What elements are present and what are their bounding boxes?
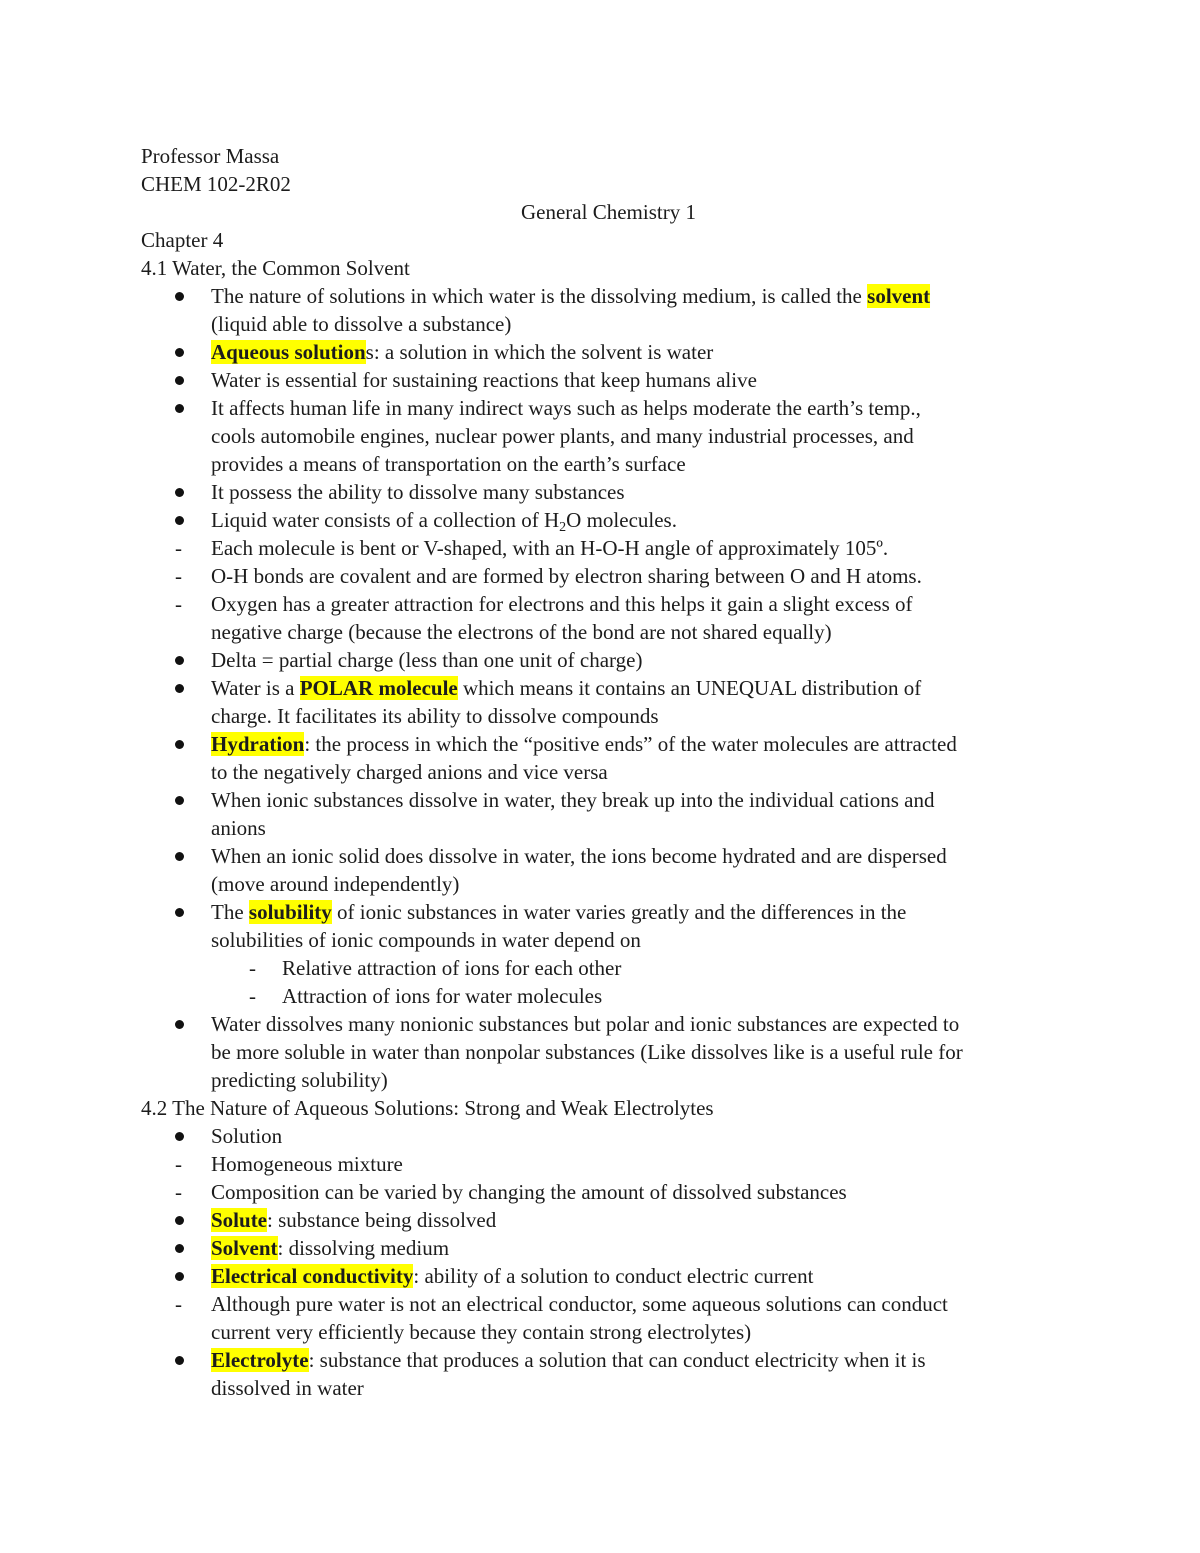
- highlight-term: solvent: [867, 284, 931, 308]
- list-item: Water dissolves many nonionic substances but polar and ionic substances are expected to: [211, 1012, 960, 1036]
- bullet-icon: [175, 908, 184, 917]
- list-item: [211, 506, 677, 534]
- highlight-term: Electrical conductivity: [211, 1264, 414, 1288]
- dash-marker: -: [175, 536, 182, 560]
- list-item-continuation: solubilities of ionic compounds in water depend on: [211, 928, 641, 952]
- list-item: It affects human life in many indirect ways such as helps moderate the earth’s temp.,: [211, 396, 921, 420]
- list-item-continuation: cools automobile engines, nuclear power plants, and many industrial processes, and: [211, 424, 914, 448]
- dash-item: O-H bonds are covalent and are formed by electron sharing between O and H atoms.: [211, 564, 922, 588]
- bullet-icon: [175, 1356, 184, 1365]
- dash-marker: -: [249, 956, 256, 980]
- list-item: Solution: [211, 1124, 283, 1148]
- highlight-term: solubility: [248, 900, 332, 924]
- list-item-continuation: provides a means of transportation on the earth’s surface: [211, 452, 686, 476]
- list-item-continuation: be more soluble in water than nonpolar substances (Like dissolves like is a useful rule for: [211, 1040, 963, 1064]
- text-segment: 2: [559, 520, 567, 535]
- professor-name: Professor Massa: [141, 144, 280, 168]
- list-item: [211, 1346, 926, 1374]
- text-segment: : dissolving medium: [277, 1236, 450, 1260]
- highlight-term: POLAR molecule: [299, 676, 458, 700]
- list-item-continuation: (move around independently): [211, 872, 460, 896]
- list-item: When an ionic solid does dissolve in water, the ions become hydrated and are dispersed: [211, 844, 947, 868]
- list-item: [211, 282, 930, 310]
- dash-marker: -: [175, 1292, 182, 1316]
- highlight-term: Aqueous solution: [211, 340, 366, 364]
- dash-item: Each molecule is bent or V-shaped, with an H-O-H angle of approximately 105º.: [211, 536, 889, 560]
- list-item: [211, 338, 713, 366]
- highlight-term: Electrolyte: [211, 1348, 309, 1372]
- document-title: General Chemistry 1: [521, 200, 696, 224]
- text-segment: s: a solution in which the solvent is water: [365, 340, 714, 364]
- list-item-continuation: (liquid able to dissolve a substance): [211, 312, 512, 336]
- bullet-icon: [175, 1244, 184, 1253]
- dash-item: Oxygen has a greater attraction for electrons and this helps it gain a slight excess of: [211, 592, 913, 616]
- list-item: Water is essential for sustaining reactions that keep humans alive: [211, 368, 757, 392]
- text-segment: O molecules.: [566, 508, 677, 532]
- list-item: [211, 674, 921, 702]
- text-segment: which means it contains an UNEQUAL distribution of: [457, 676, 922, 700]
- bullet-icon: [175, 852, 184, 861]
- dash-marker: -: [175, 1180, 182, 1204]
- section-heading-4-2: 4.2 The Nature of Aqueous Solutions: Strong and Weak Electrolytes: [141, 1096, 714, 1120]
- sub-dash-item: Attraction of ions for water molecules: [282, 984, 603, 1008]
- list-item-continuation: dissolved in water: [211, 1376, 364, 1400]
- section-heading-4-1: 4.1 Water, the Common Solvent: [141, 256, 410, 280]
- bullet-icon: [175, 348, 184, 357]
- dash-marker: -: [175, 564, 182, 588]
- course-code: CHEM 102-2R02: [141, 172, 291, 196]
- list-item: It possess the ability to dissolve many substances: [211, 480, 625, 504]
- sub-dash-item: Relative attraction of ions for each other: [282, 956, 622, 980]
- bullet-icon: [175, 516, 184, 525]
- text-segment: The nature of solutions in which water is the dissolving medium, is called the: [211, 284, 868, 308]
- list-item: [211, 898, 906, 926]
- text-segment: The: [211, 900, 249, 924]
- dash-marker: -: [175, 592, 182, 616]
- list-item-continuation: charge. It facilitates its ability to dissolve compounds: [211, 704, 659, 728]
- bullet-icon: [175, 656, 184, 665]
- list-item-continuation: anions: [211, 816, 266, 840]
- dash-item: Composition can be varied by changing the amount of dissolved substances: [211, 1180, 847, 1204]
- bullet-icon: [175, 488, 184, 497]
- highlight-term: Solute: [211, 1208, 268, 1232]
- chapter-label: Chapter 4: [141, 228, 224, 252]
- text-segment: : ability of a solution to conduct electric current: [413, 1264, 814, 1288]
- text-segment: Water is a: [211, 676, 300, 700]
- bullet-icon: [175, 1020, 184, 1029]
- bullet-icon: [175, 684, 184, 693]
- highlight-term: Hydration: [211, 732, 305, 756]
- bullet-icon: [175, 404, 184, 413]
- text-segment: : substance that produces a solution that can conduct electricity when it is: [308, 1348, 926, 1372]
- text-segment: of ionic substances in water varies greatly and the differences in the: [331, 900, 907, 924]
- list-item: When ionic substances dissolve in water, they break up into the individual cations and: [211, 788, 935, 812]
- bullet-icon: [175, 376, 184, 385]
- text-segment: Liquid water consists of a collection of H: [211, 508, 560, 532]
- bullet-icon: [175, 1132, 184, 1141]
- list-item-continuation: predicting solubility): [211, 1068, 388, 1092]
- list-item: [211, 1262, 813, 1290]
- bullet-icon: [175, 740, 184, 749]
- dash-marker: -: [249, 984, 256, 1008]
- highlight-term: Solvent: [211, 1236, 278, 1260]
- dash-item: Homogeneous mixture: [211, 1152, 403, 1176]
- list-item: [211, 1234, 449, 1262]
- bullet-icon: [175, 292, 184, 301]
- bullet-icon: [175, 1216, 184, 1225]
- dash-marker: -: [175, 1152, 182, 1176]
- text-segment: : the process in which the “positive ends” of the water molecules are attracted: [304, 732, 957, 756]
- bullet-icon: [175, 796, 184, 805]
- list-item-continuation: to the negatively charged anions and vice versa: [211, 760, 608, 784]
- list-item: [211, 730, 957, 758]
- list-item: Delta = partial charge (less than one unit of charge): [211, 648, 643, 672]
- bullet-icon: [175, 1272, 184, 1281]
- dash-item-continuation: current very efficiently because they contain strong electrolytes): [211, 1320, 752, 1344]
- dash-item-continuation: negative charge (because the electrons of the bond are not shared equally): [211, 620, 832, 644]
- list-item: [211, 1206, 496, 1234]
- text-segment: : substance being dissolved: [267, 1208, 497, 1232]
- dash-item: Although pure water is not an electrical conductor, some aqueous solutions can conduct: [211, 1292, 948, 1316]
